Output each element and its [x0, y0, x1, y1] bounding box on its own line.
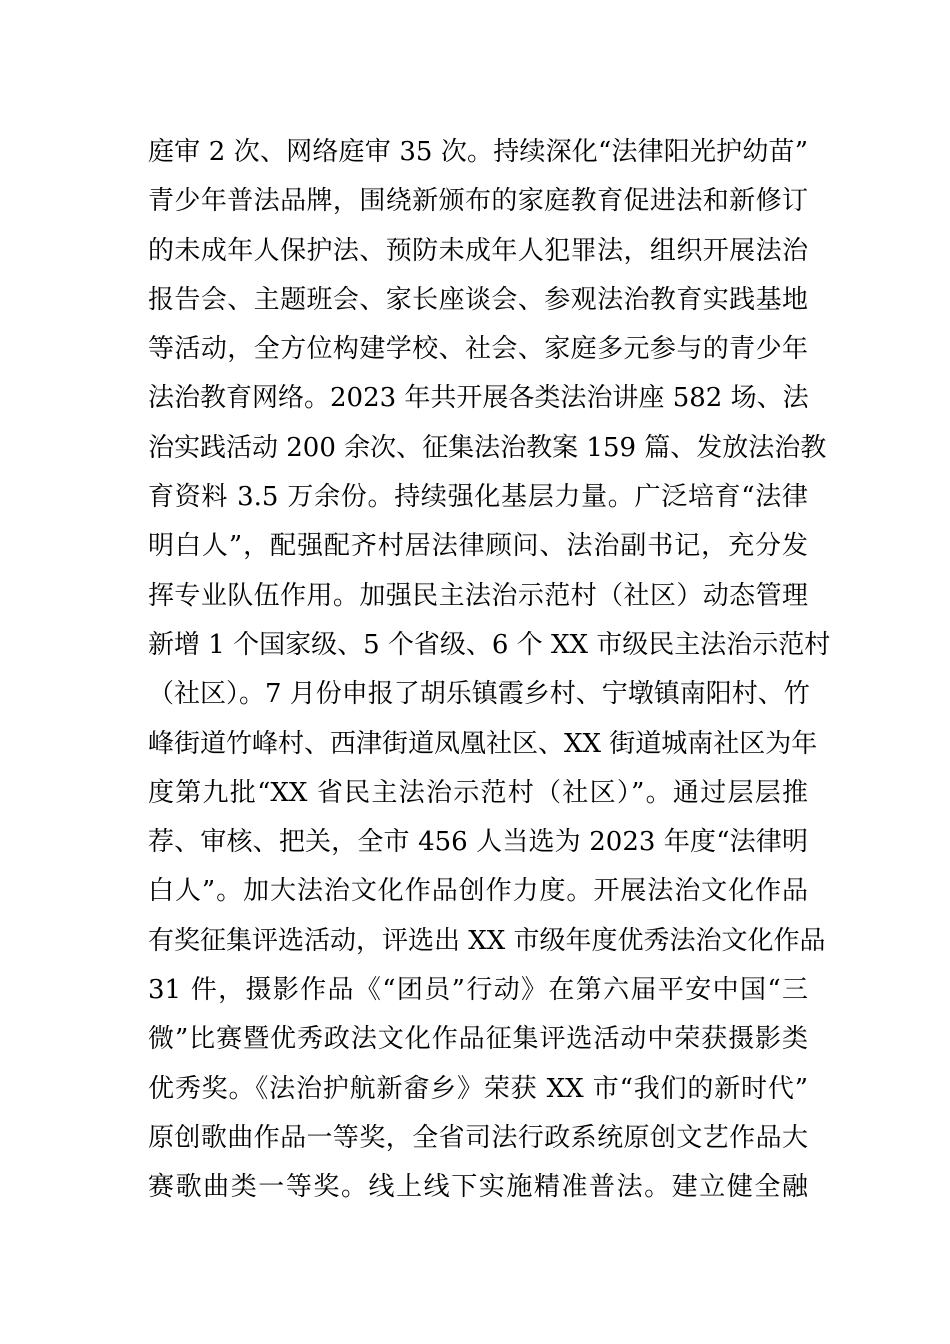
text-line-20: 优秀奖。《法治护航新畲乡》荣获 XX 市“我们的新时代”: [148, 1073, 808, 1104]
text-line-21: 原创歌曲作品一等奖，全省司法行政系统原创文艺作品大: [148, 1122, 808, 1153]
text-line-1: 庭审 2 次、网络庭审 35 次。持续深化“法律阳光护幼苗”: [148, 137, 808, 167]
text-line-8: 育资料 3.5 万余份。持续强化基层力量。广泛培育“法律: [148, 482, 808, 513]
text-line-4: 报告会、主题班会、家长座谈会、参观法治教育实践基地: [148, 284, 808, 315]
text-line-2: 青少年普法品牌，围绕新颁布的家庭教育促进法和新修订: [148, 186, 808, 217]
text-line-10: 挥专业队伍作用。加强民主法治示范村（社区）动态管理: [148, 580, 808, 611]
text-line-11: 新增 1 个国家级、5 个省级、6 个 XX 市级民主法治示范村: [148, 629, 831, 660]
text-line-3: 的未成年人保护法、预防未成年人犯罪法，组织开展法治: [148, 235, 808, 266]
text-line-16: 白人”。加大法治文化作品创作力度。开展法治文化作品: [148, 876, 808, 907]
text-line-7: 治实践活动 200 余次、征集法治教案 159 篇、发放法治教: [148, 432, 827, 463]
text-line-5: 等活动，全方位构建学校、社会、家庭多元参与的青少年: [148, 334, 808, 365]
text-line-13: 峰街道竹峰村、西津街道凤凰社区、XX 街道城南社区为年: [148, 728, 818, 759]
text-line-14: 度第九批“XX 省民主法治示范村（社区）”。通过层层推: [148, 777, 808, 808]
text-line-19: 微”比赛暨优秀政法文化作品征集评选活动中荣获摄影类: [148, 1024, 808, 1055]
text-line-18: 31 件，摄影作品《“团员”行动》在第六届平安中国“三: [148, 975, 808, 1006]
text-line-22: 赛歌曲类一等奖。线上线下实施精准普法。建立健全融: [148, 1172, 808, 1203]
body-paragraph: [148, 128, 831, 1213]
text-line-6: 法治教育网络。2023 年共开展各类法治讲座 582 场、法: [148, 383, 809, 414]
text-line-9: 明白人”，配强配齐村居法律顾问、法治副书记，充分发: [148, 531, 808, 562]
text-line-12: （社区）。7 月份申报了胡乐镇霞乡村、宁墩镇南阳村、竹: [148, 679, 810, 710]
text-line-17: 有奖征集评选活动，评选出 XX 市级年度优秀法治文化作品: [148, 925, 826, 956]
text-line-15: 荐、审核、把关，全市 456 人当选为 2023 年度“法律明: [148, 827, 808, 858]
